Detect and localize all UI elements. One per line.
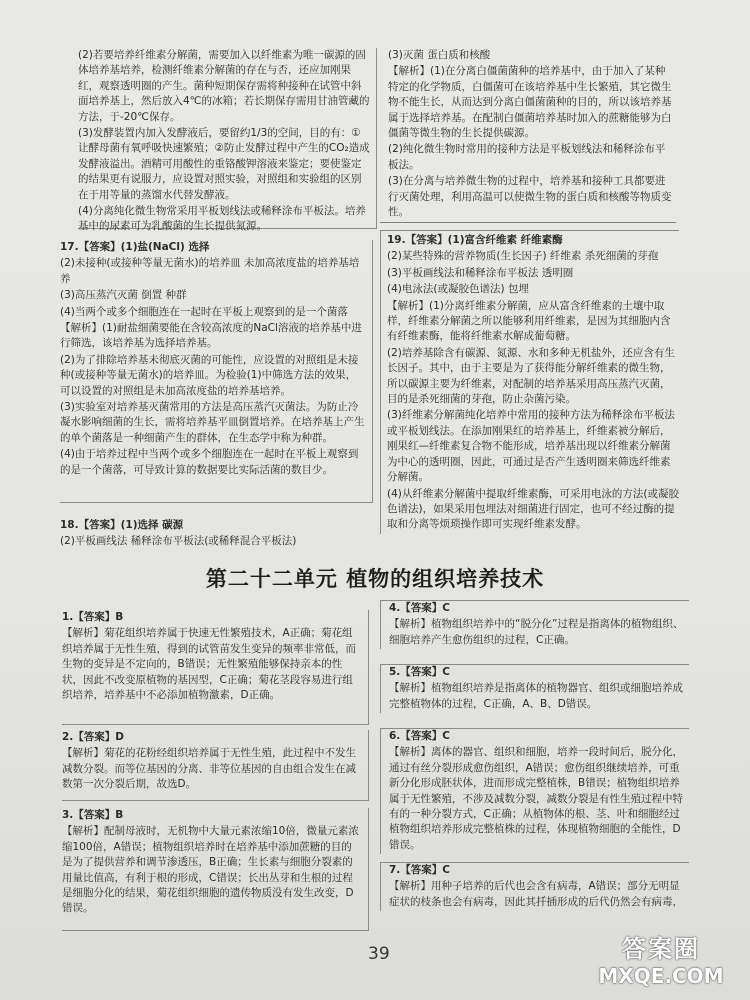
explanation: (4)由于培养过程中当两个或多个细胞连在一起时在平板上观察到的是一个菌落，可导致计算的数据要比实际活菌的数目少。 (60, 448, 359, 476)
paragraph: (3)在分离与培养微生物的过程中，培养基和接种工具都要进行灭菌处理，利用高温可以使微生物的蛋白质和核酸等物质变性。 (388, 175, 672, 219)
watermark-text: 答案圈 (622, 935, 700, 963)
explanation: (3)实验室对培养基灭菌常用的方法是高压蒸汽灭菌法。为防止冷凝水影响细菌的生长，需将培养基平皿倒置培养。在培养基上产生的单个菌落是一种细菌产生的群体，在生态学中称为种群。 (60, 401, 365, 444)
answer-block-1 (62, 610, 369, 725)
watermark-url: MXQE.COM (598, 964, 724, 988)
answer-line: 4.【答案】C (389, 602, 451, 614)
answer-line: (2)未接种(或接种等量无菌水)的培养皿 未加高浓度盐的培养基培养 (60, 257, 360, 285)
explanation: 【解析】菊花组织培养属于快速无性繁殖技术，A正确；菊花组织培养属于无性生殖，得到的试管苗发生变异的频率非常低，而生物的变异是不定向的，B错误；无性繁殖能够保持亲本的性状，因此不改变原植物的基因型，C正确；菊花茎段容易进行组织培养，培养基中不必添加植物激素，D正确。 (62, 627, 356, 702)
answer-block-6 (380, 728, 689, 854)
answer-line: 7.【答案】C (389, 864, 451, 876)
answer-line: (4)电泳法(或凝胶色谱法) 包埋 (387, 283, 529, 296)
paragraph: (4)分离纯化微生物常采用平板划线法或稀释涂布平板法。培养基中的尿素可为乳酸菌的生长提供氮源。 (78, 205, 366, 233)
answer-block-3 (62, 808, 369, 931)
unit-title: 第二十二单元 植物的组织培养技术 (205, 566, 545, 591)
top-right-block (388, 48, 673, 221)
explanation: 【解析】用种子培养的后代也会含有病毒，A错误；部分无明显症状的枝条也会有病毒，因此其扦插形成的后代仍然会有病毒， (389, 880, 683, 908)
explanation: 【解析】离体的器官、组织和细胞，培养一段时间后，脱分化，通过有丝分裂形成愈伤组织，A错误；愈伤组织继续培养，可重新分化形成胚状体，进而形成完整植株，B错误；植物组织培养属于无性繁殖，不涉及减数分裂，减数分裂是有性生殖过程中特有的一种分裂方式，C正确；从植物体的根、茎、叶和细胞经过植物组织培养形成完整植株的过程，体现植物细胞的全能性，D错误。 (389, 746, 683, 851)
answer-line: (3)高压蒸汽灭菌 倒置 种群 (60, 289, 187, 302)
answer-block-19 (380, 230, 679, 534)
answer-block-18 (60, 518, 370, 551)
page-number: 39 (368, 944, 390, 964)
explanation: (2)为了排除培养基未彻底灭菌的可能性，应设置的对照组是未接种(或接种等量无菌水)的培养皿。为检验(1)中筛选方法的效果，可以设置的对照组是未加高浓度盐的培养基培养。 (60, 353, 359, 397)
answer-line: (2)平板画线法 稀释涂布平板法(或稀释混合平板法) (60, 535, 297, 548)
answer-block-7 (380, 862, 689, 911)
explanation: (4)从纤维素分解菌中提取纤维素酶，可采用电泳的方法(或凝胶色谱法)，如果采用包埋法对细菌进行固定，也可不经过酶的提取和分离等烦琐操作即可实现纤维素发酵。 (387, 487, 679, 531)
explanation: 【解析】植物组织培养是指离体的植物器官、组织或细胞培养成完整植物体的过程，C正确，A、B、D错误。 (389, 682, 683, 710)
paragraph: (2)若要培养纤维素分解菌，需要加入以纤维素为唯一碳源的固体培养基培养，检测纤维素分解菌的存在与否，还应加刚果红，观察透明圈的产生。菌种短期保存需将种接种在试管中斜面培养基上，然后放入4℃的冰箱；若长期保存需用甘油管藏的方法，于-20℃保存。 (78, 49, 370, 123)
explanation: (3)纤维素分解菌纯化培养中常用的接种方法为稀释涂布平板法或平板划线法。在添加刚果红的培养基上，纤维素被分解后，刚果红—纤维素复合物不能形成，培养基出现以纤维素分解菌为中心的透明圈，因此，可通过是否产生透明圈来筛选纤维素分解菌。 (387, 409, 675, 484)
answer-line: (3)灭菌 蛋白质和核酸 (388, 49, 491, 61)
explanation: 【解析】植物组织培养中的“脱分化”过程是指离体的植物组织、细胞培养产生愈伤组织的过程，C正确。 (389, 618, 684, 646)
top-left-block (78, 48, 377, 233)
answer-line: 18.【答案】(1)选择 碳源 (60, 519, 184, 531)
explanation: (2)培养基除含有碳源、氮源、水和多种无机盐外，还应含有生长因子。其中，由于主要是为了获得能分解纤维素的微生物，所以碳源主要为纤维素，对配制的培养基采用高压蒸汽灭菌，目的是杀死细菌的芽孢，防止杂菌污染。 (387, 346, 675, 406)
answer-line: 5.【答案】C (389, 666, 451, 678)
paragraph: (3)发酵装置内加入发酵液后，要留约1/3的空间，目的有：①让酵母菌有氧呼吸快速繁殖；②防止发酵过程中产生的CO₂造成发酵液溢出。酒精可用酸性的重铬酸钾溶液来鉴定；要使鉴定的结果更有说服力，应设置对照实验，对照组和实验组的区别在于用等量的蒸馏水代替发酵液。 (78, 127, 370, 201)
explanation: 【解析】(1)分离纤维素分解菌，应从富含纤维素的土壤中取样，纤维素分解菌之所以能够利用纤维素，是因为其细胞内含有纤维素酶，能将纤维素水解成葡萄糖。 (387, 299, 671, 343)
answer-line: 17.【答案】(1)盐(NaCl) 选择 (60, 241, 210, 253)
answer-line: (4)当两个或多个细胞连在一起时在平板上观察到的是一个菌落 (60, 305, 348, 318)
explanation: 【解析】(1)耐盐细菌要能在含较高浓度的NaCl溶液的培养基中进行筛选，该培养基为选择培养基。 (60, 322, 362, 350)
answer-block-17 (60, 240, 373, 503)
answer-block-4 (380, 600, 689, 649)
answer-line: (3)平板画线法和稀释涂布平板法 透明圈 (387, 266, 574, 279)
explanation: 【解析】配制母液时，无机物中大量元素浓缩10倍，微量元素浓缩100倍，A错误；植物组织培养时在培养基中添加蔗糖的目的是为了提供营养和调节渗透压，B正确；生长素与细胞分裂素的用量比值高，有利于根的形成，C错误；长出丛芽和生根的过程是细胞分化的结果，菊花组织细胞的遗传物质没有发生改变，D错误。 (62, 825, 359, 915)
answer-line: 3.【答案】B (62, 809, 124, 821)
paragraph: (2)纯化微生物时常用的接种方法是平板划线法和稀释涂布平板法。 (388, 143, 666, 171)
answer-line: 2.【答案】D (62, 731, 125, 743)
watermark-logo (586, 934, 736, 994)
answer-block-5 (380, 664, 689, 713)
answer-line: 6.【答案】C (389, 730, 451, 742)
answer-line: 1.【答案】B (62, 611, 124, 623)
answer-line: 19.【答案】(1)富含纤维素 纤维素酶 (387, 234, 563, 246)
answer-line: (2)某些特殊的营养物质(生长因子) 纤维素 杀死细菌的芽孢 (387, 250, 659, 263)
explanation: 【解析】菊花的花粉经组织培养属于无性生殖，此过程中不发生减数分裂。而等位基因的分离、非等位基因的自由组合发生在减数第一次分裂后期，故选D。 (62, 747, 356, 791)
explanation: 【解析】(1)在分离白僵菌菌种的培养基中，由于加入了某种特定的化学物质，白僵菌可在该培养基中生长繁殖，其它微生物不能生长，从而达到分离白僵菌菌种的目的，所以该培养基属于选择培养基。在配制白僵菌培养基时加入的蔗糖能够为白僵菌等微生物的生长提供碳源。 (388, 65, 672, 140)
divider (380, 222, 676, 223)
answer-block-2 (62, 730, 369, 801)
